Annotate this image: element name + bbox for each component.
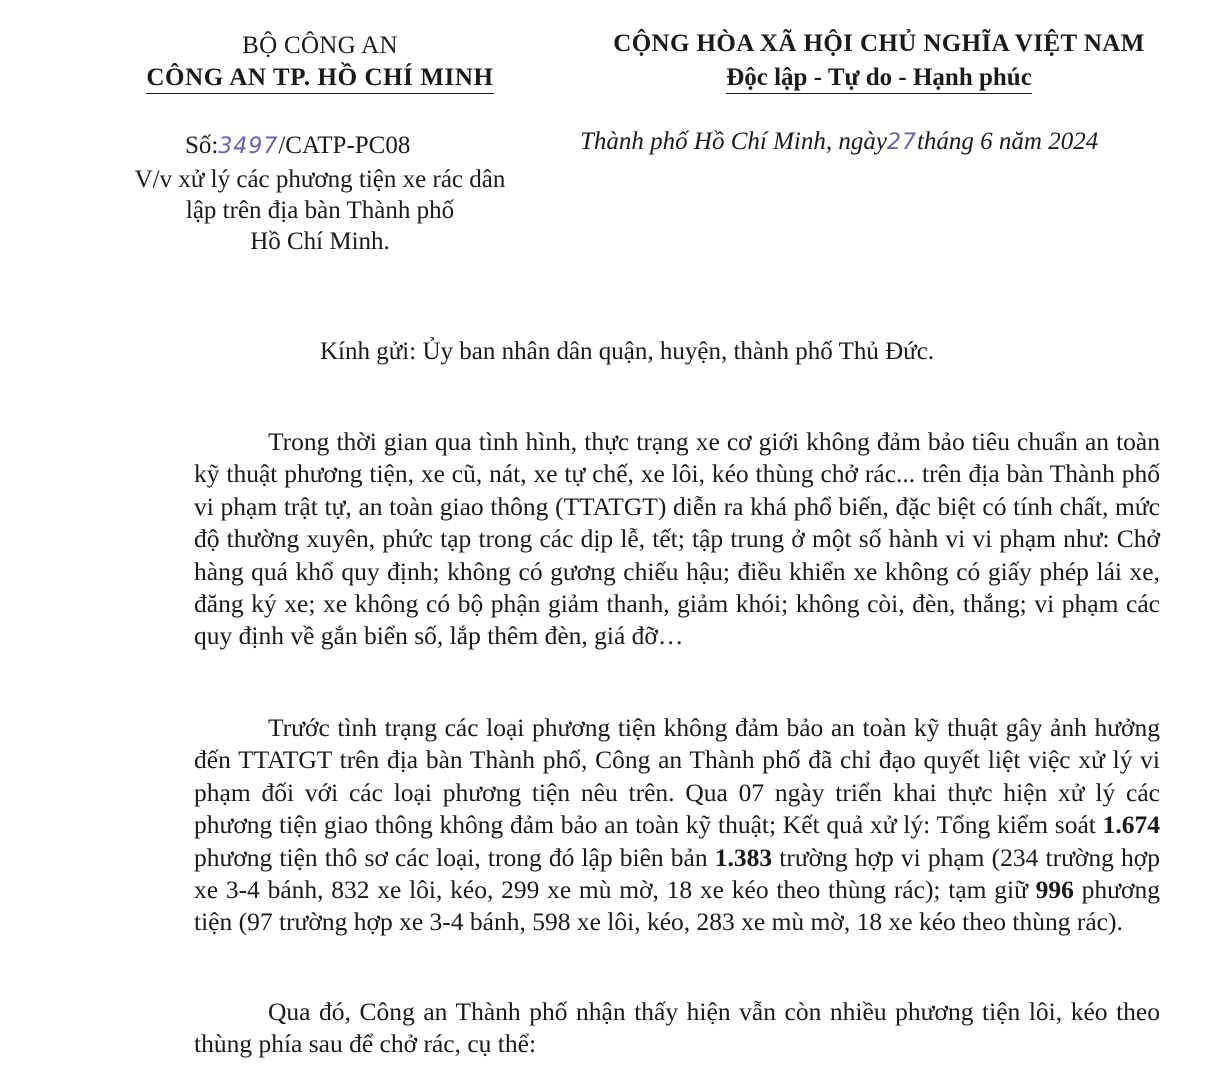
- motto-wrap: [578, 64, 1180, 94]
- paragraph-2-part-d: phương tiện (97 trường hợp xe 3-4 bánh, 598 xe lôi, kéo, 283 xe mù mờ, 18 xe kéo theo thùng rác).: [194, 875, 1160, 937]
- org-name-wrap: [112, 64, 528, 94]
- doc-number-prefix: Số:: [185, 132, 219, 159]
- subject-line-3: Hồ Chí Minh.: [250, 228, 390, 255]
- date-suffix: tháng 6 năm 2024: [916, 128, 1099, 155]
- paragraph-1: Trong thời gian qua tình hình, thực trạng xe cơ giới không đảm bảo tiêu chuẩn an toàn kỹ thuật phương tiện, xe cũ, nát, xe tự chế, xe lôi, kéo thùng chở rác... trên địa bàn Thành phố vi phạm trật tự, an toàn giao thông (TTATGT) diễn ra khá phổ biến, đặc biệt có tính chất, mức độ thường xuyên, phức tạp trong các dịp lễ, tết; tập trung ở một số hành vi vi phạm như: Chở hàng quá khổ quy định; không có gương chiếu hậu; điều khiển xe không có giấy phép lái xe, đăng ký xe; xe không có bộ phận giảm thanh, giảm khói; không còi, đèn, thắng; vi phạm các quy định về gắn biển số, lắp thêm đèn, giá đỡ…: [194, 427, 1160, 651]
- subject-line-2: lập trên địa bàn Thành phố: [185, 197, 455, 224]
- national-motto: Độc lập - Tự do - Hạnh phúc: [726, 65, 1032, 94]
- salutation: Kính gửi: Ủy ban nhân dân quận, huyện, thành phố Thủ Đức.: [320, 338, 935, 365]
- handwritten-day: 27: [886, 130, 917, 155]
- total-inspected-count: 1.674: [1102, 810, 1160, 840]
- org-name: CÔNG AN TP. HỒ CHÍ MINH: [146, 65, 493, 94]
- seized-count: 996: [1035, 875, 1074, 905]
- paragraph-2-part-a: Trước tình trạng các loại phương tiện không đảm bảo an toàn kỹ thuật gây ảnh hưởng đến TTATGT trên địa bàn Thành phố, Công an Thành phố đã chỉ đạo quyết liệt việc xử lý vi phạm đối với các loại phương tiện nêu trên. Qua 07 ngày triển khai thực hiện xử lý các phương tiện giao thông không đảm bảo an toàn kỹ thuật; Kết quả xử lý: Tổng kiểm soát: [194, 713, 1160, 840]
- subject-block: [100, 164, 540, 257]
- paragraph-2-part-b: phương tiện thô sơ các loại, trong đó lập biên bản: [194, 842, 715, 872]
- doc-number-suffix: /CATP-PC08: [278, 132, 411, 159]
- handwritten-doc-number: 3497: [218, 134, 279, 159]
- violation-count: 1.383: [714, 842, 773, 872]
- subject-line-1: V/v xử lý các phương tiện xe rác dân: [134, 166, 506, 193]
- date-line: [580, 128, 1098, 156]
- paragraph-2: [194, 712, 1160, 939]
- date-prefix: Thành phố Hồ Chí Minh, ngày: [580, 128, 887, 155]
- document-number: [185, 130, 410, 162]
- paragraph-3: Qua đó, Công an Thành phố nhận thấy hiện vẫn còn nhiều phương tiện lôi, kéo theo thùng phía sau để chở rác, cụ thể:: [194, 997, 1160, 1059]
- paragraph-2-part-c: trường hợp vi phạm (234 trường hợp xe 3-4 bánh, 832 xe lôi, kéo, 299 xe mù mờ, 18 xe kéo theo thùng rác); tạm giữ: [194, 842, 1160, 905]
- agency-name: BỘ CÔNG AN: [242, 32, 398, 59]
- country-name: CỘNG HÒA XÃ HỘI CHỦ NGHĨA VIỆT NAM: [613, 30, 1145, 57]
